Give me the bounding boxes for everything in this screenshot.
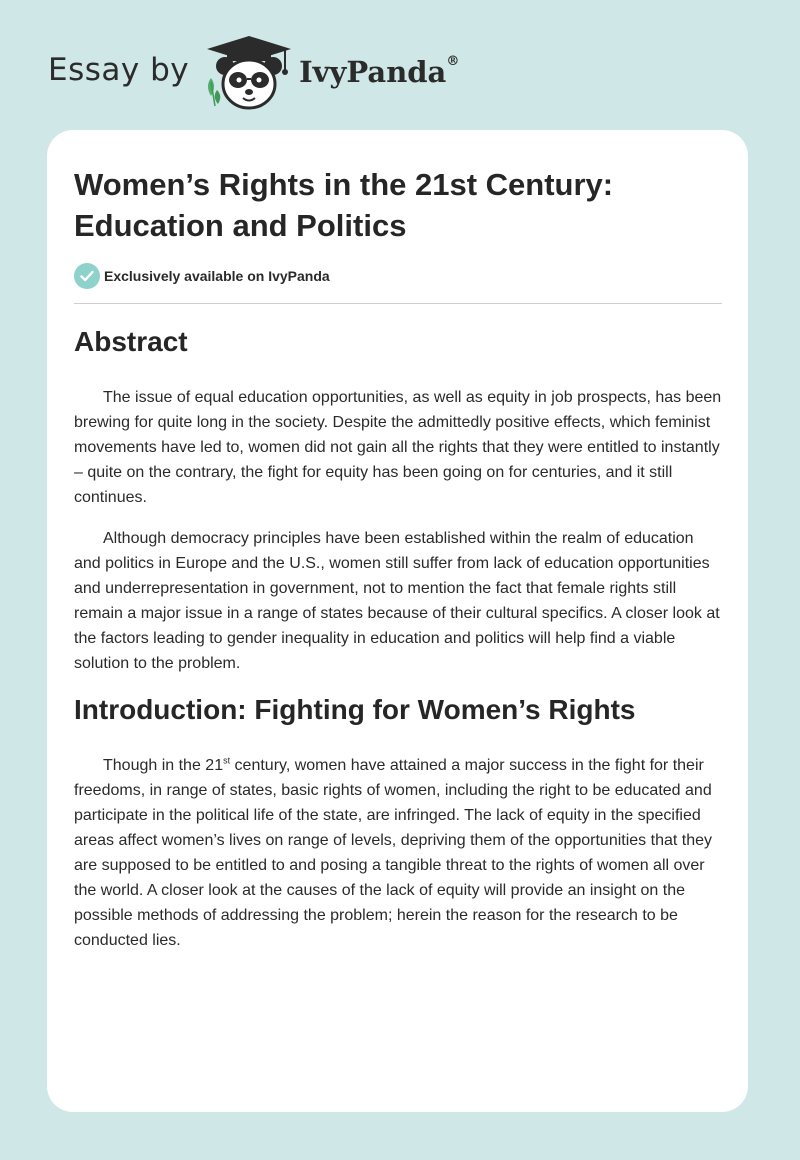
ordinal-suffix: st [223,755,231,766]
brand-text: IvyPanda [299,55,447,89]
section-heading-introduction: Introduction: Fighting for Women’s Rights [74,694,636,725]
site-header [48,34,459,114]
panda-graduate-icon[interactable] [203,34,295,114]
paragraph-text-start: Though in the 21 [103,757,224,774]
badge-label: Exclusively available on IvyPanda [104,268,330,284]
paragraph [74,753,722,953]
paragraph-text-rest: century, women have attained a major success in the fight for their freedoms, in range of states, basic rights of women, including the right to be educated and participate in the political life of the state, are infringed. The lack of equity in the specified areas affect women’s lives on range of levels, depriving them of the opportunities that they are supposed to be entitled to and posing a tangible threat to the rights of women all over the world. A closer look at the causes of the lack of equity will provide an insight on the possible methods of addressing the problem; herein the reason for the research to be conducted lies. [74,757,712,949]
essay-by-label: Essay by [48,52,190,88]
divider [74,303,722,304]
paragraph: The issue of equal education opportunities, as well as equity in job prospects, has been brewing for quite long in the society. Despite the admittedly positive effects, which feminist movements have led to, women did not gain all the rights that they were entitled to instantly – quite on the contrary, the fight for equity has been going on for centuries, and it still continues. [74,389,722,506]
check-circle-icon [74,263,100,289]
section-heading-abstract: Abstract [74,326,188,357]
exclusive-badge [74,263,330,289]
page-title: Women’s Rights in the 21st Century: Education and Politics [74,167,614,243]
registered-mark: ® [446,54,460,70]
essay-card [47,130,748,1112]
paragraph: Although democracy principles have been established within the realm of education and politics in Europe and the U.S., women still suffer from lack of education opportunities and underrepresentation in government, not to mention the fact that female rights still remain a major issue in a range of states because of their cultural specifics. A closer look at the factors leading to gender inequality in education and politics will help find a viable solution to the problem. [74,530,720,672]
brand-name[interactable] [299,55,459,89]
